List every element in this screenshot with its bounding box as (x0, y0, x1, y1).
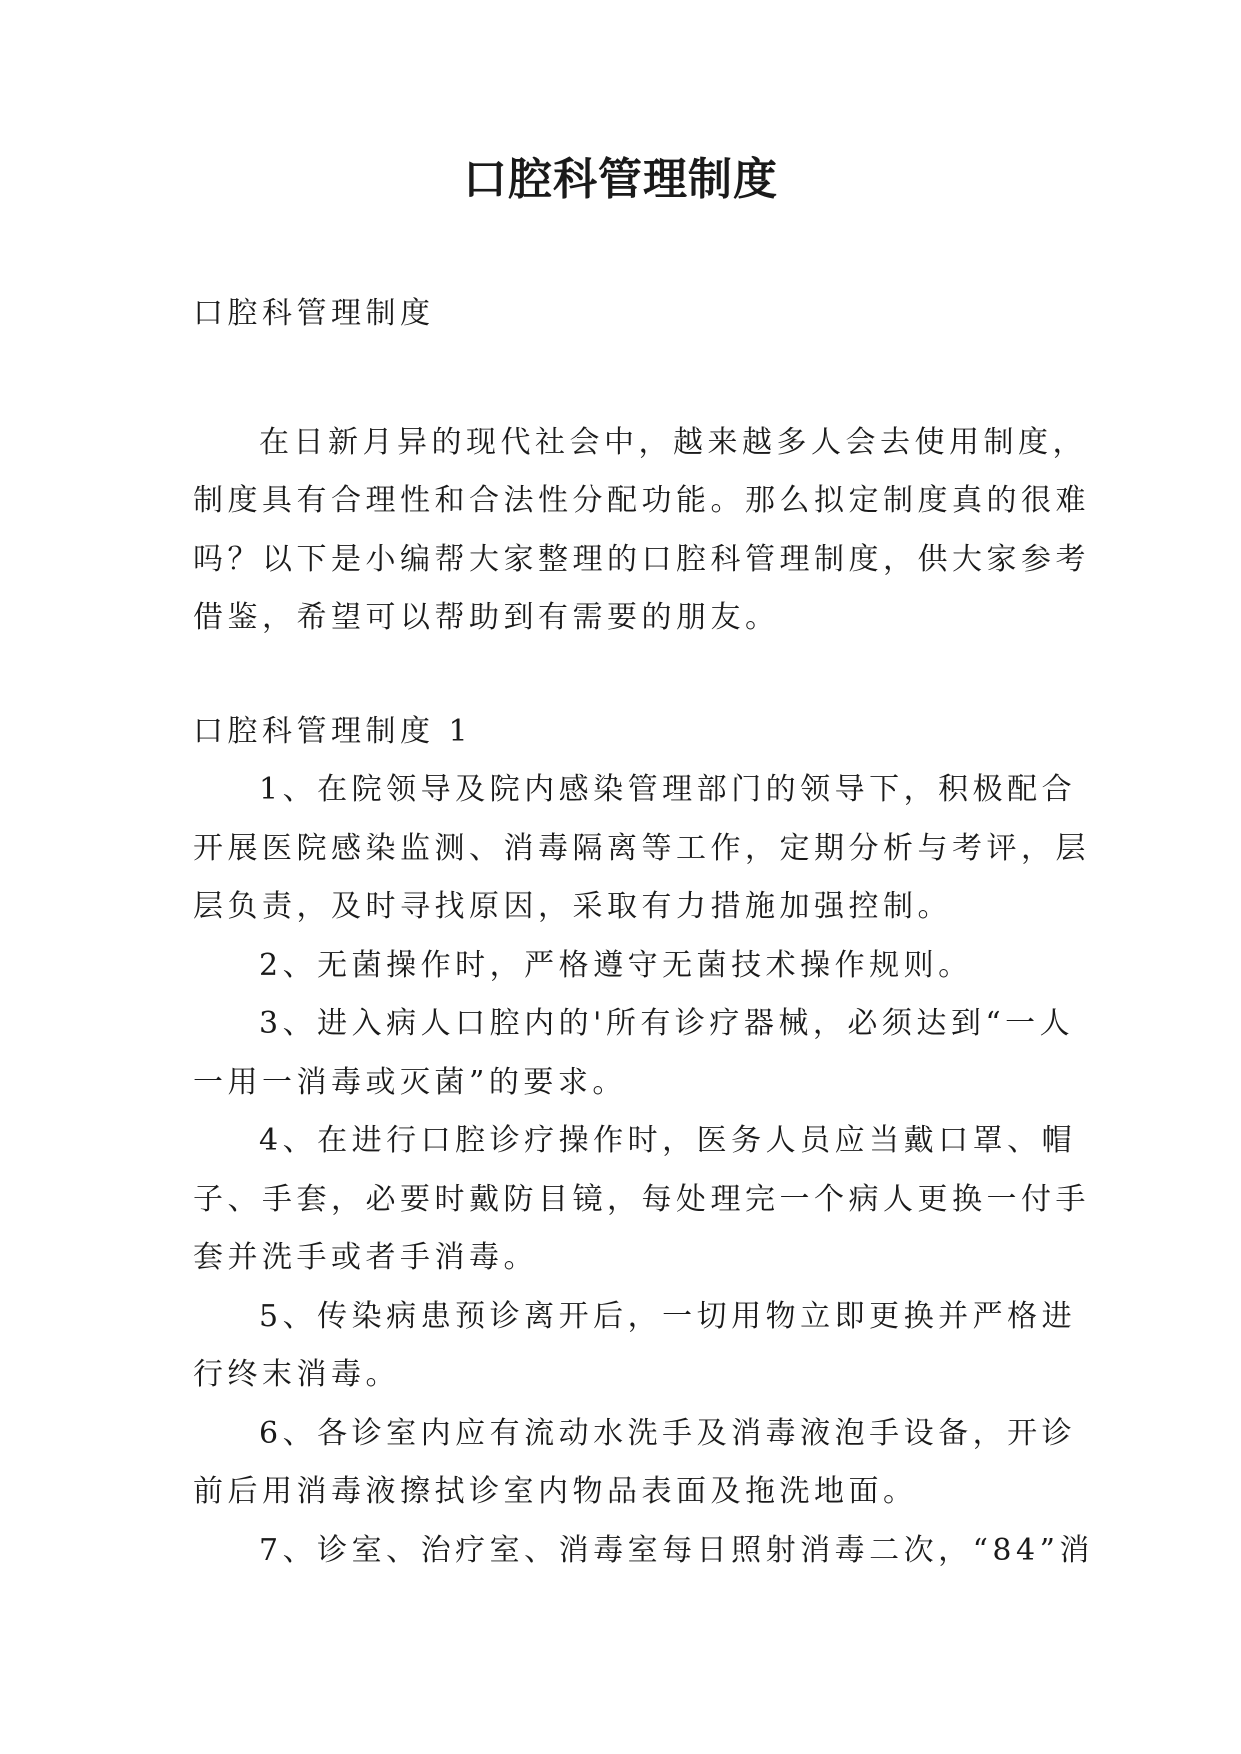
intro-line: 制度具有合理性和合法性分配功能。那么拟定制度真的很难 (193, 483, 1090, 518)
rule-line: 2、无菌操作时，严格遵守无菌技术操作规则。 (259, 947, 973, 983)
rule-line: 4、在进行口腔诊疗操作时，医务人员应当戴口罩、帽 (259, 1123, 1077, 1158)
rule-item-3 (193, 995, 1075, 1112)
rule-line: 7、诊室、治疗室、消毒室每日照射消毒二次，“84”消 (259, 1532, 1094, 1568)
rule-line: 前后用消毒液擦拭诊室内物品表面及拖洗地面。 (193, 1474, 918, 1509)
rule-item-7 (193, 1522, 1094, 1581)
rule-line: 层负责，及时寻找原因，采取有力措施加强控制。 (193, 889, 952, 924)
section-heading: 口腔科管理制度 1 (193, 713, 473, 749)
intro-line: 借鉴，希望可以帮助到有需要的朋友。 (193, 600, 780, 635)
rule-line: 套并洗手或者手消毒。 (193, 1240, 538, 1275)
rule-line: 行终末消毒。 (193, 1357, 400, 1392)
intro-line: 在日新月异的现代社会中，越来越多人会去使用制度， (259, 424, 1087, 460)
rule-line: 一用一消毒或灭菌”的要求。 (193, 1064, 627, 1100)
rule-item-1 (193, 761, 1090, 937)
document-subtitle: 口腔科管理制度 (193, 296, 435, 331)
rule-line: 5、传染病患预诊离开后，一切用物立即更换并严格进 (259, 1298, 1077, 1334)
intro-paragraph (193, 414, 1090, 648)
rule-item-2 (193, 937, 1063, 996)
rule-item-6 (193, 1405, 1077, 1522)
rule-item-5 (193, 1288, 1077, 1405)
document-title: 口腔科管理制度 (463, 154, 778, 205)
rule-item-4 (193, 1112, 1090, 1288)
rule-line: 1、在院领导及院内感染管理部门的领导下，积极配合 (259, 772, 1077, 807)
intro-line: 吗？以下是小编帮大家整理的口腔科管理制度，供大家参考 (193, 541, 1090, 577)
document-body (193, 285, 1094, 1580)
rule-line: 6、各诊室内应有流动水洗手及消毒液泡手设备，开诊 (259, 1415, 1077, 1451)
rule-line: 3、进入病人口腔内的'所有诊疗器械，必须达到“一人 (259, 1006, 1075, 1041)
rule-line: 开展医院感染监测、消毒隔离等工作，定期分析与考评，层 (193, 830, 1090, 866)
rule-line: 子、手套，必要时戴防目镜，每处理完一个病人更换一付手 (193, 1181, 1090, 1217)
